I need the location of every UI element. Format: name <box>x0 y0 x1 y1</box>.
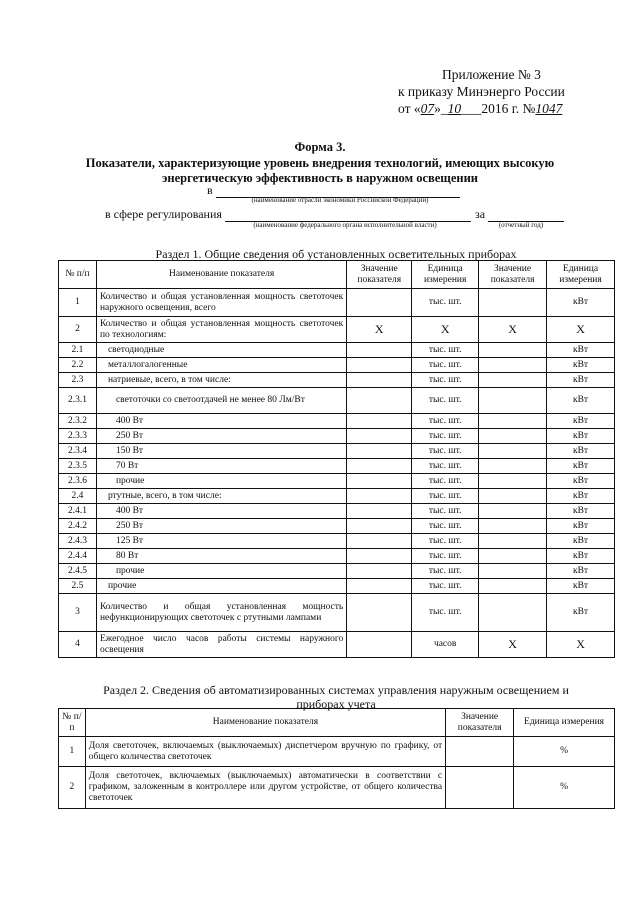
unit-cell-2: кВт <box>547 459 615 474</box>
form-number: Форма 3. <box>294 140 346 154</box>
table-row <box>59 444 615 459</box>
indicator-name: светодиодные <box>96 343 346 358</box>
value-cell[interactable] <box>347 459 412 474</box>
authority-caption: (наименование федерального органа исполнительной власти) <box>253 221 437 229</box>
indicator-name: прочие <box>96 474 346 489</box>
handwritten-day: 07 <box>420 101 435 116</box>
unit-cell: тыс. шт. <box>412 549 479 564</box>
table-row <box>59 594 615 632</box>
unit-cell-2: кВт <box>547 594 615 632</box>
form-title <box>60 140 580 186</box>
value-cell[interactable] <box>347 594 412 632</box>
indicator-name: Количество и общая установленная мощность светоточек по технологиям: <box>96 317 346 343</box>
row-number: 2.4.1 <box>59 504 97 519</box>
table-row <box>59 549 615 564</box>
row-number: 2.2 <box>59 358 97 373</box>
table-row <box>59 534 615 549</box>
table-row <box>59 429 615 444</box>
row-number: 2.3.6 <box>59 474 97 489</box>
value-cell[interactable] <box>347 579 412 594</box>
section2-header-row <box>59 709 615 737</box>
col-unit: Единица измерения <box>514 709 615 737</box>
value-cell-2[interactable] <box>479 429 547 444</box>
col-number: № п/п <box>59 709 86 737</box>
handwritten-month: 10 <box>447 101 462 116</box>
row-number: 2.5 <box>59 579 97 594</box>
value-cell[interactable] <box>347 289 412 317</box>
unit-cell: тыс. шт. <box>412 579 479 594</box>
table-row <box>59 632 615 658</box>
indicator-name: светоточки со светоотдачей не менее 80 Лм/Вт <box>96 388 346 414</box>
table-row <box>59 414 615 429</box>
unit-cell: % <box>514 737 615 767</box>
value-cell-2[interactable] <box>479 444 547 459</box>
value-cell-2[interactable] <box>479 388 547 414</box>
unit-cell-2: кВт <box>547 444 615 459</box>
value-cell-2[interactable] <box>479 289 547 317</box>
value-cell[interactable] <box>347 632 412 658</box>
unit-cell: тыс. шт. <box>412 534 479 549</box>
section1-table <box>58 260 615 658</box>
col-unit: Единица измерения <box>412 261 479 289</box>
unit-cell-2: X <box>547 317 615 343</box>
indicator-name: 70 Вт <box>96 459 346 474</box>
unit-cell-2: кВт <box>547 549 615 564</box>
unit-cell: тыс. шт. <box>412 489 479 504</box>
unit-cell-2: кВт <box>547 358 615 373</box>
unit-cell: тыс. шт. <box>412 594 479 632</box>
unit-cell: тыс. шт. <box>412 343 479 358</box>
value-cell[interactable] <box>347 474 412 489</box>
value-cell[interactable] <box>347 504 412 519</box>
value-cell-2[interactable] <box>479 594 547 632</box>
form-title-line1: Показатели, характеризующие уровень внедрения технологий, имеющих высокую <box>85 156 555 170</box>
unit-cell: тыс. шт. <box>412 429 479 444</box>
indicator-name: 400 Вт <box>96 414 346 429</box>
value-cell[interactable] <box>347 414 412 429</box>
value-cell-2[interactable] <box>479 549 547 564</box>
unit-cell-2: кВт <box>547 343 615 358</box>
unit-cell-2: кВт <box>547 289 615 317</box>
col-number: № п/п <box>59 261 97 289</box>
col-indicator: Наименование показателя <box>96 261 346 289</box>
order-date-number: от «07»_10___2016 г. №1047 <box>398 101 563 116</box>
row-number: 2.4.5 <box>59 564 97 579</box>
section1-header-row <box>59 261 615 289</box>
value-cell-2[interactable] <box>479 373 547 388</box>
table-row <box>59 519 615 534</box>
unit-cell-2: X <box>547 632 615 658</box>
col-value-2: Значение показателя <box>479 261 547 289</box>
unit-cell-2: кВт <box>547 564 615 579</box>
indicator-name: Ежегодное число часов работы системы наружного освещения <box>96 632 346 658</box>
unit-cell-2: кВт <box>547 519 615 534</box>
unit-cell-2: кВт <box>547 489 615 504</box>
col-value: Значение показателя <box>347 261 412 289</box>
unit-cell: тыс. шт. <box>412 388 479 414</box>
row-number: 2.3.3 <box>59 429 97 444</box>
table-row <box>59 459 615 474</box>
table-row <box>59 388 615 414</box>
value-cell-2[interactable] <box>479 564 547 579</box>
indicator-name: 250 Вт <box>96 519 346 534</box>
indicator-name: 150 Вт <box>96 444 346 459</box>
indicator-name: Доля светоточек, включаемых (выключаемых) диспетчером вручную по графику, от общего количества светоточек <box>85 737 445 767</box>
indicator-name: металлогалогенные <box>96 358 346 373</box>
year-field: за <box>475 207 564 222</box>
value-cell[interactable] <box>446 737 514 767</box>
value-cell[interactable] <box>347 444 412 459</box>
appendix-number: Приложение № 3 <box>442 67 541 82</box>
year-caption: (отчетный год) <box>498 221 544 229</box>
indicator-name: 80 Вт <box>96 549 346 564</box>
value-cell[interactable] <box>347 534 412 549</box>
section1-title: Раздел 1. Общие сведения об установленных осветительных приборах <box>155 247 517 261</box>
unit-cell-2: кВт <box>547 414 615 429</box>
unit-cell: тыс. шт. <box>412 444 479 459</box>
section2-title: Раздел 2. Сведения об автоматизированных системах управления наружным освещением и приборах учета <box>103 683 569 711</box>
order-name: к приказу Минэнерго России <box>398 84 565 99</box>
indicator-name: 250 Вт <box>96 429 346 444</box>
table-row <box>59 317 615 343</box>
regulation-field: в сфере регулирования <box>105 207 471 222</box>
section2-table <box>58 708 615 809</box>
value-cell-2[interactable]: X <box>479 317 547 343</box>
table-row <box>59 489 615 504</box>
col-indicator: Наименование показателя <box>85 709 445 737</box>
col-unit-2: Единица измерения <box>547 261 615 289</box>
unit-cell: тыс. шт. <box>412 289 479 317</box>
indicator-name: Количество и общая установленная мощность светоточек наружного освещения, всего <box>96 289 346 317</box>
indicator-name: Доля светоточек, включаемых (выключаемых) автоматически в соответствии с графиком, заложенным в контроллере или другом устройстве, от общего количества светоточек <box>85 767 445 809</box>
indicator-name: 125 Вт <box>96 534 346 549</box>
row-number: 2.3.2 <box>59 414 97 429</box>
unit-cell-2: кВт <box>547 504 615 519</box>
table-row <box>59 373 615 388</box>
unit-cell-2: кВт <box>547 388 615 414</box>
value-cell-2[interactable] <box>479 459 547 474</box>
value-cell[interactable]: X <box>347 317 412 343</box>
row-number: 2.3.1 <box>59 388 97 414</box>
value-cell-2[interactable] <box>479 474 547 489</box>
row-number: 3 <box>59 594 97 632</box>
unit-cell: X <box>412 317 479 343</box>
row-number: 2.4.2 <box>59 519 97 534</box>
value-cell-2[interactable]: X <box>479 632 547 658</box>
handwritten-number: 1047 <box>535 101 563 116</box>
industry-caption: (наименование отрасли экономики Российской Федерации) <box>251 196 429 204</box>
table-row <box>59 579 615 594</box>
value-cell-2[interactable] <box>479 579 547 594</box>
form-title-line2: энергетическую эффективность в наружном освещении <box>161 171 479 185</box>
value-cell[interactable] <box>347 358 412 373</box>
row-number: 2.4.4 <box>59 549 97 564</box>
row-number: 2.3.5 <box>59 459 97 474</box>
table-row <box>59 289 615 317</box>
value-cell-2[interactable] <box>479 414 547 429</box>
value-cell-2[interactable] <box>479 358 547 373</box>
value-cell[interactable] <box>347 549 412 564</box>
value-cell[interactable] <box>347 373 412 388</box>
unit-cell: тыс. шт. <box>412 414 479 429</box>
value-cell-2[interactable] <box>479 504 547 519</box>
unit-cell: тыс. шт. <box>412 519 479 534</box>
row-number: 2.4 <box>59 489 97 504</box>
unit-cell: тыс. шт. <box>412 474 479 489</box>
row-number: 2.1 <box>59 343 97 358</box>
unit-cell: тыс. шт. <box>412 373 479 388</box>
table-row <box>59 504 615 519</box>
unit-cell-2: кВт <box>547 373 615 388</box>
unit-cell-2: кВт <box>547 474 615 489</box>
unit-cell-2: кВт <box>547 429 615 444</box>
indicator-name: ртутные, всего, в том числе: <box>96 489 346 504</box>
table-row <box>59 564 615 579</box>
order-reference <box>398 66 628 117</box>
table-row <box>59 737 615 767</box>
row-number: 2.4.3 <box>59 534 97 549</box>
industry-field: в <box>207 183 460 198</box>
value-cell-2[interactable] <box>479 519 547 534</box>
table-row <box>59 358 615 373</box>
unit-cell: тыс. шт. <box>412 459 479 474</box>
value-cell[interactable] <box>347 519 412 534</box>
indicator-name: прочие <box>96 564 346 579</box>
unit-cell: тыс. шт. <box>412 504 479 519</box>
row-number: 2.3.4 <box>59 444 97 459</box>
row-number: 2 <box>59 317 97 343</box>
value-cell[interactable] <box>347 388 412 414</box>
value-cell[interactable] <box>446 767 514 809</box>
unit-cell-2: кВт <box>547 534 615 549</box>
unit-cell: часов <box>412 632 479 658</box>
value-cell[interactable] <box>347 343 412 358</box>
row-number: 2 <box>59 767 86 809</box>
row-number: 2.3 <box>59 373 97 388</box>
value-cell[interactable] <box>347 564 412 579</box>
value-cell-2[interactable] <box>479 534 547 549</box>
indicator-name: 400 Вт <box>96 504 346 519</box>
row-number: 1 <box>59 289 97 317</box>
table-row <box>59 343 615 358</box>
indicator-name: натриевые, всего, в том числе: <box>96 373 346 388</box>
value-cell-2[interactable] <box>479 489 547 504</box>
value-cell-2[interactable] <box>479 343 547 358</box>
unit-cell: % <box>514 767 615 809</box>
unit-cell-2: кВт <box>547 579 615 594</box>
row-number: 4 <box>59 632 97 658</box>
table-row <box>59 767 615 809</box>
unit-cell: тыс. шт. <box>412 564 479 579</box>
unit-cell: тыс. шт. <box>412 358 479 373</box>
value-cell[interactable] <box>347 429 412 444</box>
table-row <box>59 474 615 489</box>
indicator-name: прочие <box>96 579 346 594</box>
value-cell[interactable] <box>347 489 412 504</box>
row-number: 1 <box>59 737 86 767</box>
col-value: Значение показателя <box>446 709 514 737</box>
indicator-name: Количество и общая установленная мощность нефункционирующих светоточек с ртутными лампами <box>96 594 346 632</box>
